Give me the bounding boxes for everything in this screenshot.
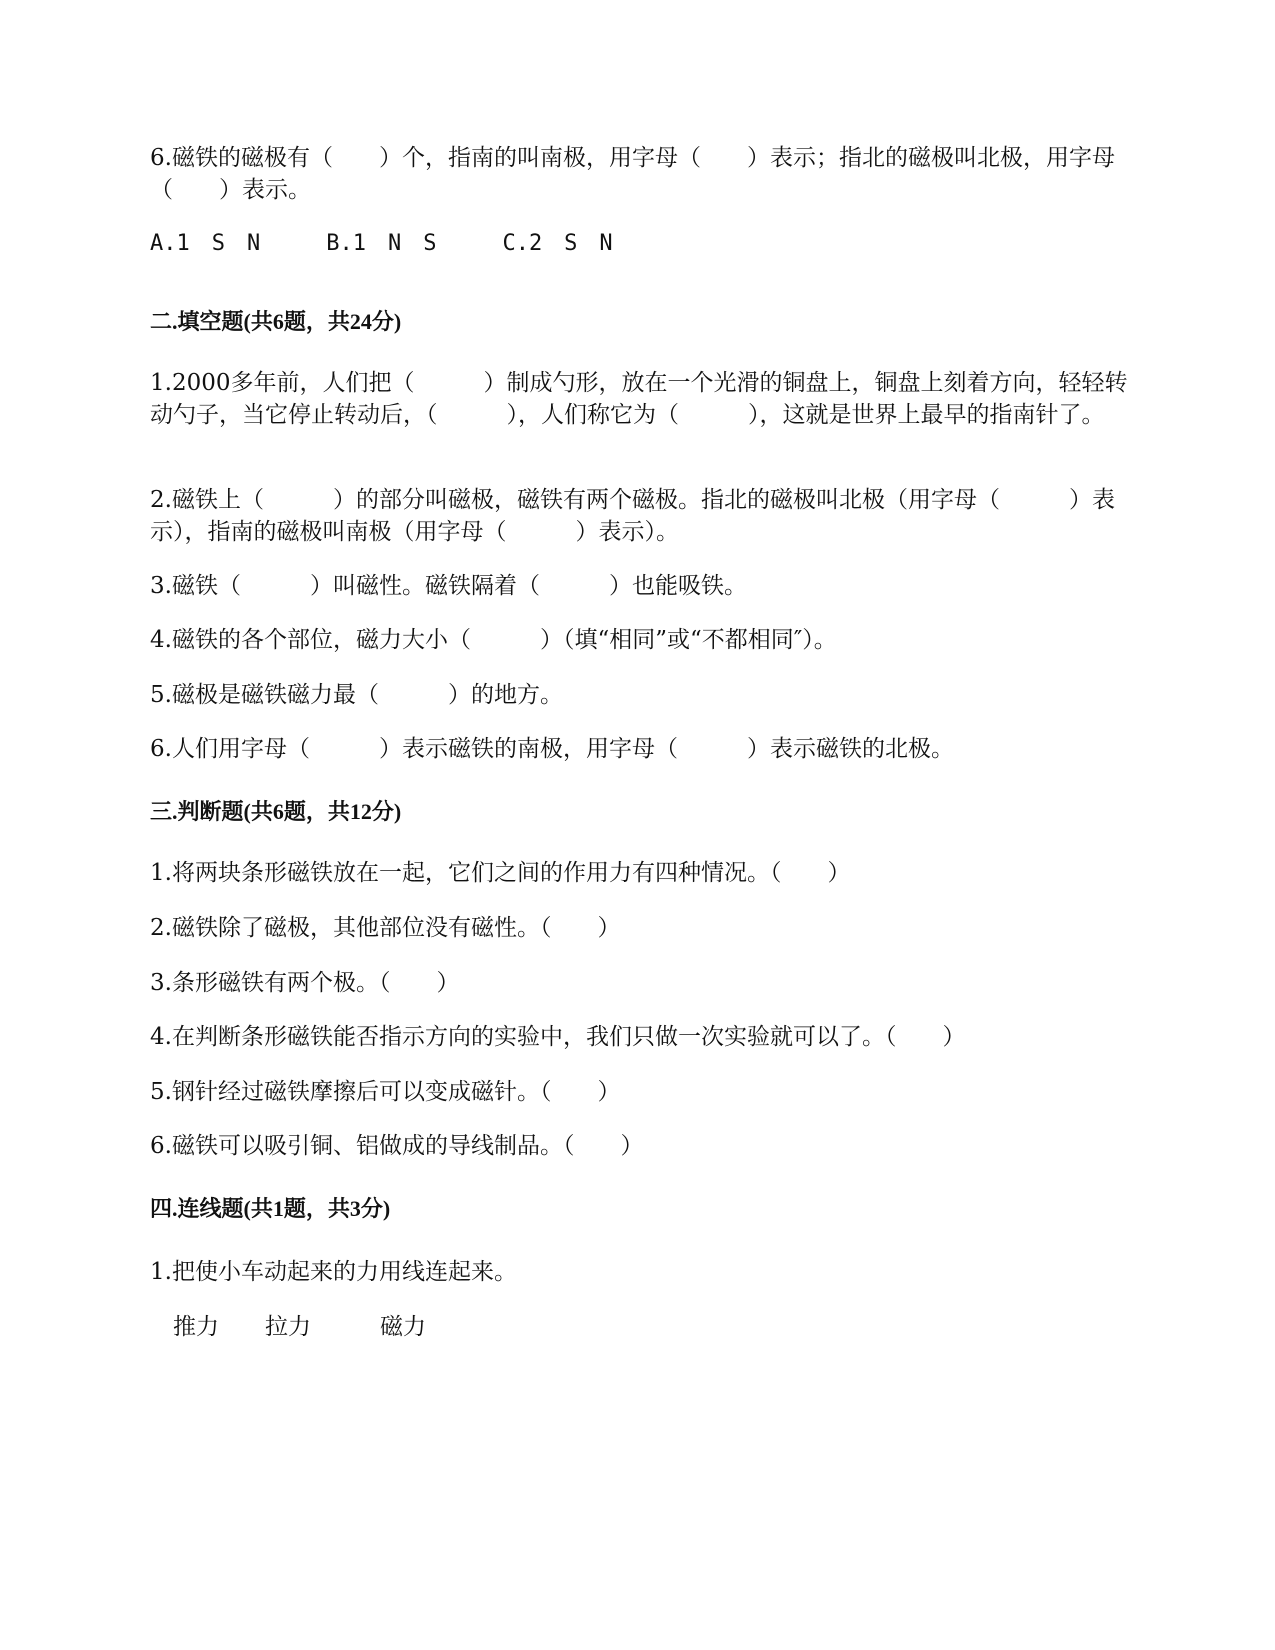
question-text: 4.磁铁的各个部位，磁力大小（ ）（填“相同”或“不都相同″）。 — [150, 627, 837, 653]
question-text: 4.在判断条形磁铁能否指示方向的实验中，我们只做一次实验就可以了。（ ） — [150, 1024, 966, 1050]
question-text: 3.磁铁（ ）叫磁性。磁铁隔着（ ）也能吸铁。 — [150, 573, 747, 599]
question-text: 2.磁铁除了磁极，其他部位没有磁性。（ ） — [150, 915, 621, 941]
question-text: 1.2000多年前，人们把（ ）制成勺形，放在一个光滑的铜盘上，铜盘上刻着方向，轻轻转动勺子，当它停止转动后，（ ），人们称它为（ ），这就是世界上最早的指南针了。 — [150, 370, 1128, 428]
question-text: 6.磁铁的磁极有（ ）个，指南的叫南极，用字母（ ）表示；指北的磁极叫北极，用字母（ ）表示。 — [150, 145, 1115, 203]
question-text: 5.钢针经过磁铁摩擦后可以变成磁针。（ ） — [150, 1079, 621, 1105]
section-heading: 二.填空题(共6题，共24分) — [150, 309, 402, 334]
question-text: 3.条形磁铁有两个极。（ ） — [150, 970, 460, 996]
question-text: 1.将两块条形磁铁放在一起，它们之间的作用力有四种情况。（ ） — [150, 860, 851, 886]
question-text: 1.把使小车动起来的力用线连起来。 — [150, 1259, 517, 1285]
section-heading: 四.连线题(共1题，共3分) — [150, 1196, 391, 1221]
question-text: 6.人们用字母（ ）表示磁铁的南极，用字母（ ）表示磁铁的北极。 — [150, 736, 954, 762]
question-text: 5.磁极是磁铁磁力最（ ）的地方。 — [150, 682, 563, 708]
question-text: 2.磁铁上（ ）的部分叫磁极，磁铁有两个磁极。指北的磁极叫北极（用字母（ ）表示），指南的磁极叫南极（用字母（ ）表示）。 — [150, 487, 1115, 545]
question-text: 6.磁铁可以吸引铜、铝做成的导线制品。（ ） — [150, 1133, 644, 1159]
answer-options: A.1 S N B.1 N S C.2 S N — [150, 231, 613, 256]
section-heading: 三.判断题(共6题，共12分) — [150, 799, 402, 824]
matching-options: 推力 拉力 磁力 — [150, 1314, 426, 1340]
